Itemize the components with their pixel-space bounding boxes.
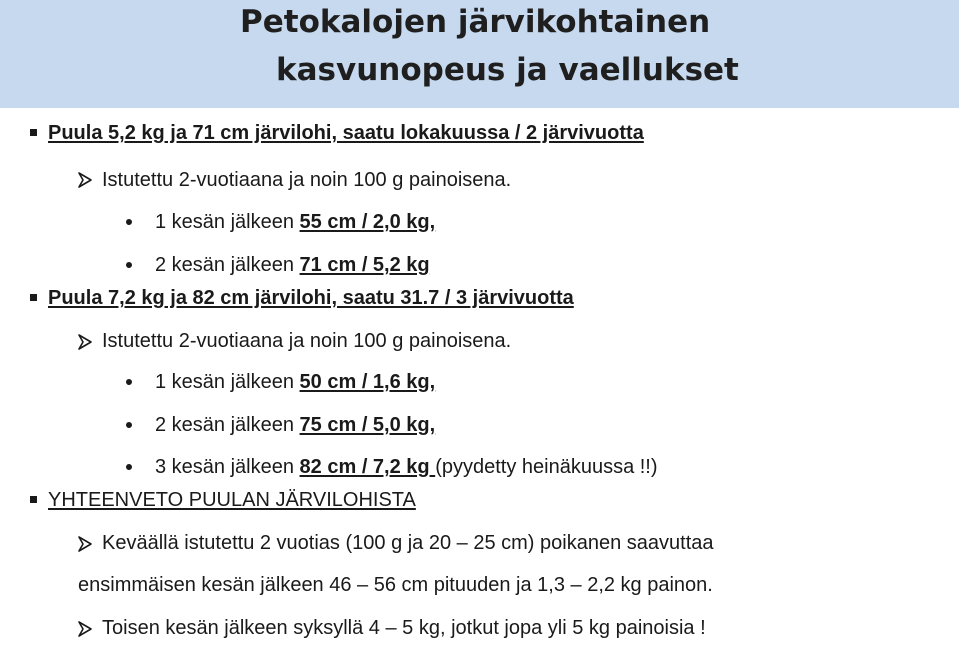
bullet-value: 75 cm / 5,0 kg, [299, 414, 436, 436]
dot-bullet-icon [126, 464, 132, 470]
summary-paragraph1-line2: ensimmäisen kesän jälkeen 46 – 56 cm pituuden ja 1,3 – 2,2 kg painon. [78, 574, 713, 596]
summary-heading: YHTEENVETO PUULAN JÄRVILOHISTA [48, 489, 416, 511]
dot-bullet-icon [126, 219, 132, 225]
slide-title-line2: kasvunopeus ja vaellukset [276, 52, 739, 88]
section2-heading: Puula 7,2 kg ja 82 cm järvilohi, saatu 31.7 / 3 järvivuotta [48, 287, 574, 309]
arrow-bullet-icon [76, 535, 94, 553]
dot-bullet-icon [126, 379, 132, 385]
summary-paragraph1-line1: Keväällä istutettu 2 vuotias (100 g ja 20 – 25 cm) poikanen saavuttaa [102, 532, 714, 554]
arrow-bullet-icon [76, 333, 94, 351]
slide-title-line1: Petokalojen järvikohtainen [240, 4, 711, 40]
bullet-value: 71 cm / 5,2 kg [299, 254, 430, 276]
section1-heading: Puula 5,2 kg ja 71 cm järvilohi, saatu lokakuussa / 2 järvivuotta [48, 122, 644, 144]
dot-bullet-icon [126, 422, 132, 428]
bullet-value: 82 cm / 7,2 kg [299, 456, 436, 478]
arrow-bullet-icon [76, 620, 94, 638]
square-bullet-icon [30, 294, 37, 301]
arrow-bullet-icon [76, 171, 94, 189]
summary-paragraph2: Toisen kesän jälkeen syksyllä 4 – 5 kg, jotkut jopa yli 5 kg painoisia ! [102, 617, 706, 639]
bullet-label: 3 kesän jälkeen [155, 456, 300, 478]
section1-bullet1 [155, 210, 435, 234]
bullet-value: 55 cm / 2,0 kg, [299, 211, 436, 233]
bullet-note: (pyydetty heinäkuussa !!) [435, 456, 658, 478]
square-bullet-icon [30, 496, 37, 503]
section2-sub: Istutettu 2-vuotiaana ja noin 100 g painoisena. [102, 330, 512, 352]
section2-bullet1 [155, 370, 435, 394]
square-bullet-icon [30, 129, 37, 136]
bullet-value: 50 cm / 1,6 kg, [299, 371, 436, 393]
bullet-label: 1 kesän jälkeen [155, 211, 300, 233]
section1-bullet2 [155, 253, 430, 277]
section2-bullet2 [155, 413, 435, 437]
bullet-label: 2 kesän jälkeen [155, 254, 300, 276]
bullet-label: 2 kesän jälkeen [155, 414, 300, 436]
dot-bullet-icon [126, 262, 132, 268]
bullet-label: 1 kesän jälkeen [155, 371, 300, 393]
section1-sub: Istutettu 2-vuotiaana ja noin 100 g painoisena. [102, 169, 512, 191]
section2-bullet3 [155, 455, 658, 479]
